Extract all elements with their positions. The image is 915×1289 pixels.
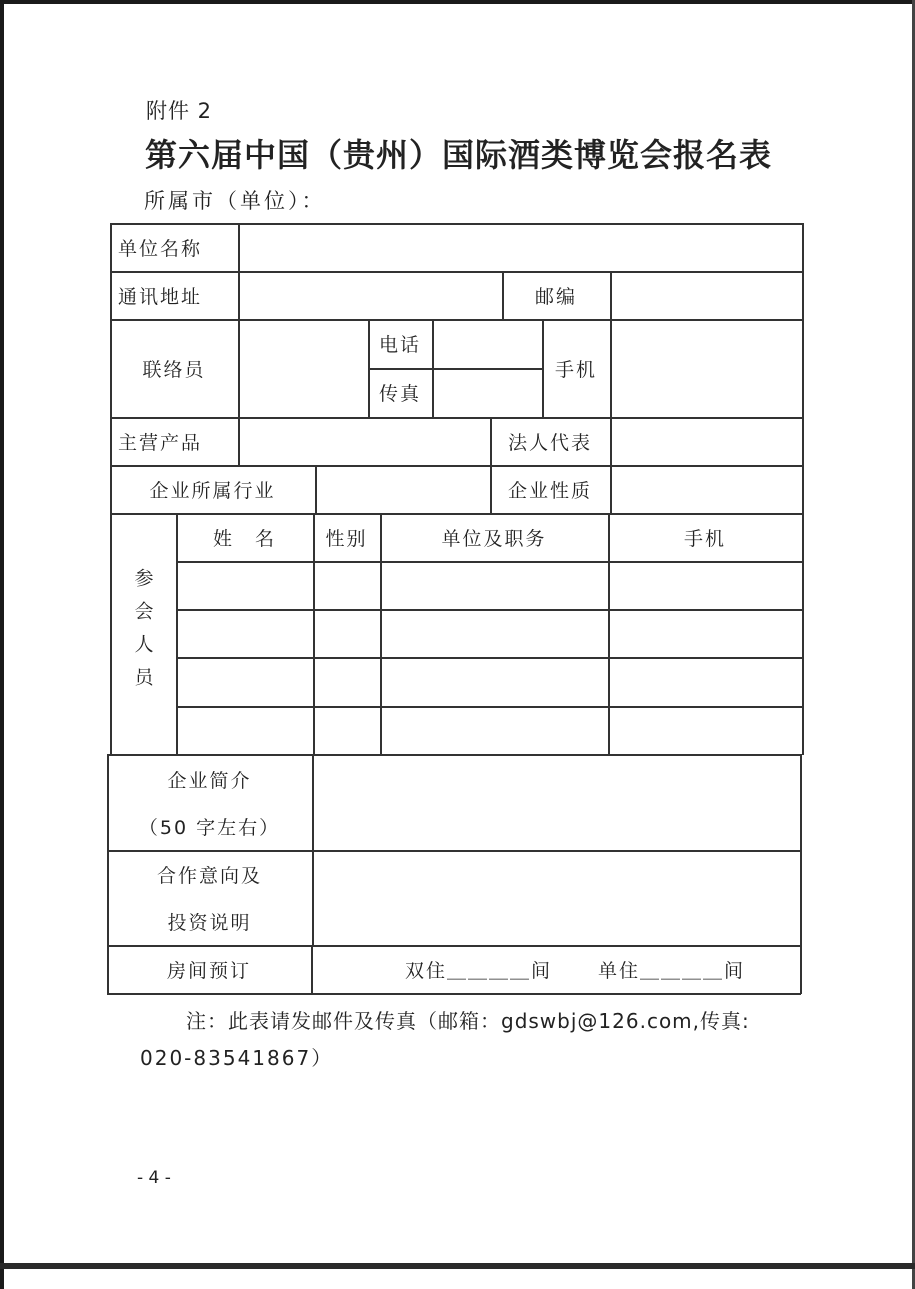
intro-label-note: （50 字左右） bbox=[138, 817, 281, 839]
scan-border-left bbox=[0, 0, 4, 1289]
phone-field[interactable] bbox=[434, 320, 541, 367]
mobile-label: 手机 bbox=[554, 358, 597, 381]
col-position-header: 单位及职务 bbox=[441, 527, 547, 550]
attendee-mobile-field[interactable] bbox=[610, 610, 801, 656]
col-gender-header: 性别 bbox=[325, 527, 368, 550]
scan-border-top bbox=[0, 0, 915, 4]
attachment-label: 附件 2 bbox=[146, 99, 213, 123]
city-unit-label: 所属市（单位）： bbox=[144, 189, 326, 213]
note-line-1: 注：此表请发邮件及传真（邮箱：gdswbj@126.com,传真: bbox=[186, 1009, 750, 1033]
attendee-position-field[interactable] bbox=[382, 610, 607, 656]
attendee-mobile-field[interactable] bbox=[610, 707, 801, 753]
room-label: 房间预订 bbox=[166, 959, 251, 982]
mobile-field[interactable] bbox=[612, 320, 801, 417]
attendee-name-field[interactable] bbox=[178, 707, 312, 753]
cooperation-field[interactable] bbox=[314, 851, 800, 945]
page-title: 第六届中国（贵州）国际酒类博览会报名表 bbox=[145, 136, 773, 174]
address-field[interactable] bbox=[240, 272, 501, 319]
legal-rep-field[interactable] bbox=[612, 418, 801, 465]
col-mobile-header: 手机 bbox=[683, 527, 726, 550]
legal-rep-label: 法人代表 bbox=[507, 431, 592, 454]
attendees-label: 参会人员 bbox=[131, 567, 154, 700]
products-field[interactable] bbox=[240, 418, 489, 465]
products-label: 主营产品 bbox=[118, 431, 203, 454]
attendee-gender-field[interactable] bbox=[315, 562, 379, 608]
single-room-field[interactable]: 单住＿＿＿＿间 bbox=[598, 959, 746, 982]
attendee-mobile-field[interactable] bbox=[610, 658, 801, 705]
attendee-position-field[interactable] bbox=[382, 707, 607, 753]
investment-label: 投资说明 bbox=[167, 912, 252, 934]
scan-border-bottom bbox=[0, 1263, 915, 1269]
postcode-field[interactable] bbox=[612, 272, 801, 319]
attendee-name-field[interactable] bbox=[178, 658, 312, 705]
contact-field[interactable] bbox=[240, 320, 367, 417]
attendee-position-field[interactable] bbox=[382, 562, 607, 608]
unit-name-field[interactable] bbox=[240, 224, 801, 271]
note-line-2: 020-83541867） bbox=[140, 1046, 334, 1070]
attendee-gender-field[interactable] bbox=[315, 658, 379, 705]
col-name-header: 姓 名 bbox=[212, 527, 276, 550]
industry-label: 企业所属行业 bbox=[149, 479, 276, 502]
attendee-position-field[interactable] bbox=[382, 658, 607, 705]
nature-label: 企业性质 bbox=[507, 479, 592, 502]
intro-field[interactable] bbox=[314, 755, 800, 850]
contact-label: 联络员 bbox=[142, 358, 206, 381]
fax-field[interactable] bbox=[434, 369, 541, 416]
intro-label: 企业简介 bbox=[167, 769, 252, 792]
attendee-name-field[interactable] bbox=[178, 562, 312, 608]
fax-label: 传真 bbox=[378, 383, 421, 405]
phone-label: 电话 bbox=[378, 334, 421, 356]
unit-name-label: 单位名称 bbox=[118, 237, 203, 260]
attendee-mobile-field[interactable] bbox=[610, 562, 801, 608]
postcode-label: 邮编 bbox=[534, 285, 577, 308]
cooperation-label: 合作意向及 bbox=[156, 865, 262, 887]
address-label: 通讯地址 bbox=[118, 285, 203, 308]
attendee-gender-field[interactable] bbox=[315, 707, 379, 753]
nature-field[interactable] bbox=[612, 466, 801, 513]
industry-field[interactable] bbox=[317, 466, 489, 513]
attendee-name-field[interactable] bbox=[178, 610, 312, 656]
double-room-field[interactable]: 双住＿＿＿＿间 bbox=[405, 959, 553, 982]
page-number: - 4 - bbox=[137, 1168, 171, 1188]
attendee-gender-field[interactable] bbox=[315, 610, 379, 656]
